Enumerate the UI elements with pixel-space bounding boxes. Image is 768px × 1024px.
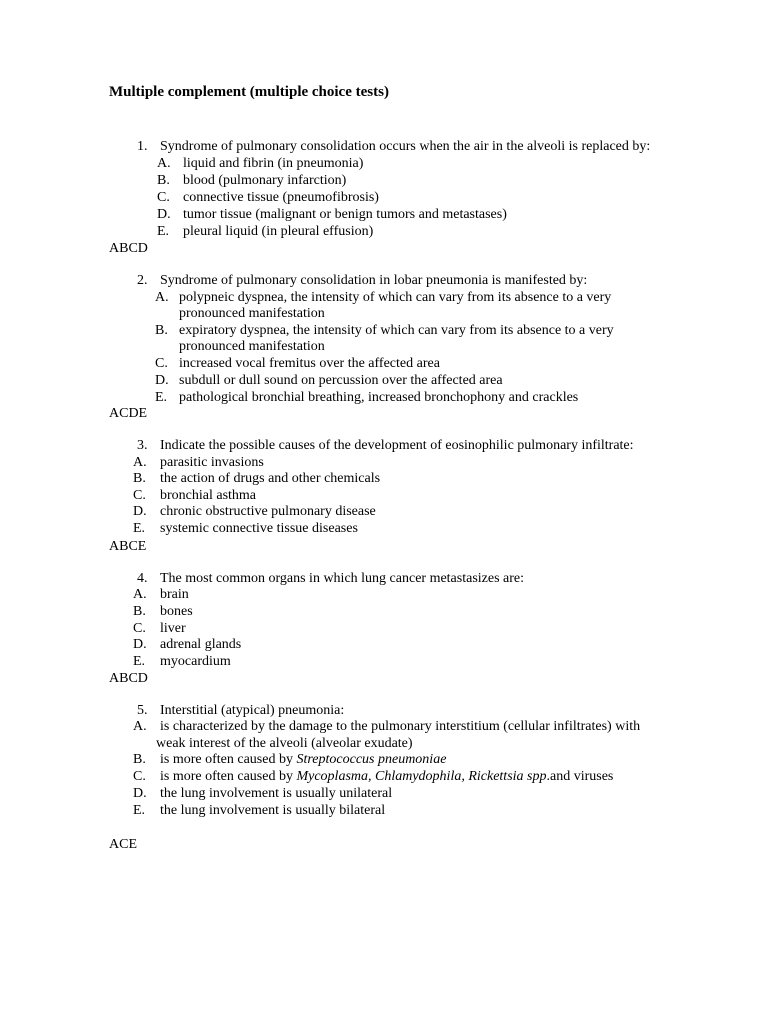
option-text-continued: pronounced manifestation [179, 339, 325, 354]
answer-key: ACE [109, 837, 137, 852]
option-text: adrenal glands [160, 637, 242, 652]
option-text-continued: pronounced manifestation [179, 306, 325, 321]
option-text: bones [160, 604, 193, 619]
option-letter: C. [157, 190, 170, 205]
option-letter: C. [155, 356, 168, 371]
option-text-plain: .and viruses [546, 769, 614, 784]
option-text: systemic connective tissue diseases [160, 521, 358, 536]
answer-key: ABCD [109, 241, 148, 256]
option-text: blood (pulmonary infarction) [183, 173, 347, 188]
question-text: Indicate the possible causes of the development of eosinophilic pulmonary infiltrate: [160, 438, 634, 453]
answer-key: ABCD [109, 671, 148, 686]
option-letter: A. [133, 455, 147, 470]
question-number: 3. [137, 438, 148, 453]
option-text: the lung involvement is usually bilateral [160, 803, 386, 818]
option-text [160, 751, 446, 768]
option-text: expiratory dyspnea, the intensity of which can vary from its absence to a very [179, 323, 614, 338]
question-text: Interstitial (atypical) pneumonia: [160, 703, 345, 718]
option-letter: D. [157, 207, 171, 222]
option-text: liquid and fibrin (in pneumonia) [183, 156, 364, 171]
option-text-continued: weak interest of the alveoli (alveolar exudate) [156, 736, 413, 751]
option-text: chronic obstructive pulmonary disease [160, 504, 376, 519]
option-text-plain: is more often caused by [160, 752, 297, 767]
question-text: Syndrome of pulmonary consolidation in lobar pneumonia is manifested by: [160, 273, 588, 288]
option-text: increased vocal fremitus over the affected area [179, 356, 440, 371]
option-text: brain [160, 587, 189, 602]
question-number: 5. [137, 703, 148, 718]
option-letter: D. [133, 504, 147, 519]
organism-name: Streptococcus pneumoniae [296, 752, 447, 767]
option-letter: A. [133, 719, 147, 734]
option-text: parasitic invasions [160, 455, 264, 470]
option-letter: C. [133, 488, 146, 503]
option-letter: B. [155, 323, 168, 338]
option-letter: D. [133, 637, 147, 652]
option-letter: E. [133, 521, 146, 536]
organism-name: Mycoplasma, Chlamydophila, Rickettsia spp [296, 769, 547, 784]
option-letter: A. [155, 290, 169, 305]
option-text: polypneic dyspnea, the intensity of which can vary from its absence to a very [179, 290, 612, 305]
option-text: the lung involvement is usually unilateral [160, 786, 393, 801]
option-letter: B. [133, 604, 146, 619]
option-letter: A. [133, 587, 147, 602]
option-text-plain: is more often caused by [160, 769, 297, 784]
option-text: is characterized by the damage to the pulmonary interstitium (cellular infiltrates) with [160, 719, 641, 734]
option-text: subdull or dull sound on percussion over the affected area [179, 373, 503, 388]
option-letter: E. [157, 224, 170, 239]
page-title: Multiple complement (multiple choice tests) [109, 84, 389, 100]
option-letter: B. [133, 752, 146, 767]
answer-key: ACDE [109, 406, 148, 421]
option-text: liver [160, 621, 186, 636]
option-text: pleural liquid (in pleural effusion) [183, 224, 374, 239]
option-letter: E. [133, 654, 146, 669]
question-number: 1. [137, 139, 148, 154]
option-letter: B. [157, 173, 170, 188]
option-letter: B. [133, 471, 146, 486]
question-number: 2. [137, 273, 148, 288]
option-text: the action of drugs and other chemicals [160, 471, 381, 486]
option-text: connective tissue (pneumofibrosis) [183, 190, 379, 205]
question-text: Syndrome of pulmonary consolidation occurs when the air in the alveoli is replaced by: [160, 139, 651, 154]
option-text: myocardium [160, 654, 231, 669]
question-text: The most common organs in which lung cancer metastasizes are: [160, 571, 525, 586]
option-letter: E. [133, 803, 146, 818]
option-letter: C. [133, 621, 146, 636]
option-text: pathological bronchial breathing, increased bronchophony and crackles [179, 390, 579, 405]
option-letter: E. [155, 390, 168, 405]
option-letter: D. [133, 786, 147, 801]
question-number: 4. [137, 571, 148, 586]
option-text: bronchial asthma [160, 488, 257, 503]
option-letter: C. [133, 769, 146, 784]
option-letter: A. [157, 156, 171, 171]
answer-key: ABCE [109, 539, 147, 554]
option-letter: D. [155, 373, 169, 388]
option-text: tumor tissue (malignant or benign tumors and metastases) [183, 207, 507, 222]
option-text [160, 768, 613, 785]
